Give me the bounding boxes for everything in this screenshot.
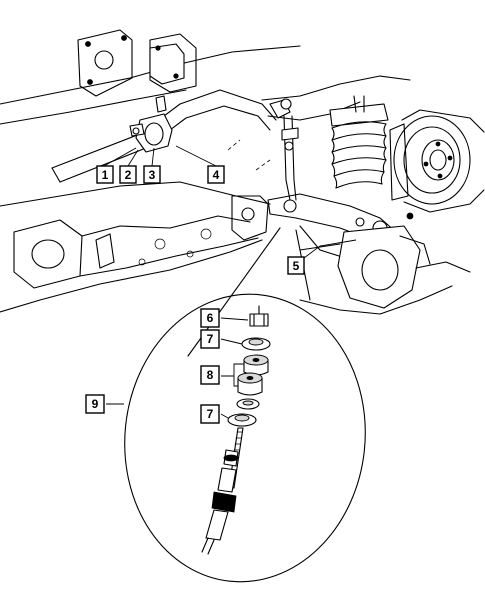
callout-3 bbox=[144, 166, 160, 183]
bushing-bottom-part bbox=[238, 373, 262, 395]
callout-9-label: 9 bbox=[91, 397, 99, 411]
callout-5 bbox=[288, 257, 304, 274]
vehicle-frame-assembly bbox=[0, 30, 484, 314]
washer-part bbox=[237, 399, 259, 409]
callout-8 bbox=[201, 366, 219, 384]
retainer-top-part bbox=[242, 338, 270, 350]
callout-7-top bbox=[201, 330, 219, 348]
callout-1-label: 1 bbox=[101, 168, 109, 182]
callout-2-label: 2 bbox=[124, 168, 132, 182]
callout-5-label: 5 bbox=[292, 259, 300, 273]
leader-lines bbox=[101, 146, 356, 418]
callout-8-label: 8 bbox=[206, 368, 214, 382]
callout-2 bbox=[120, 166, 136, 183]
callout-4 bbox=[208, 166, 224, 183]
sway-bar-link-part bbox=[202, 428, 243, 554]
callout-9 bbox=[86, 395, 104, 413]
callout-3-label: 3 bbox=[148, 168, 156, 182]
callout-6 bbox=[201, 309, 219, 327]
callout-7-bottom bbox=[201, 405, 219, 423]
retainer-bottom-part bbox=[228, 414, 256, 426]
callout-4-label: 4 bbox=[212, 168, 220, 182]
callout-7-top-label: 7 bbox=[206, 332, 214, 346]
exploded-view-group bbox=[111, 228, 380, 589]
bushing-top-part bbox=[244, 355, 268, 375]
nut-part bbox=[250, 306, 268, 326]
callout-7-bottom-label: 7 bbox=[206, 407, 214, 421]
callout-1 bbox=[97, 166, 113, 183]
callout-6-label: 6 bbox=[206, 311, 214, 325]
